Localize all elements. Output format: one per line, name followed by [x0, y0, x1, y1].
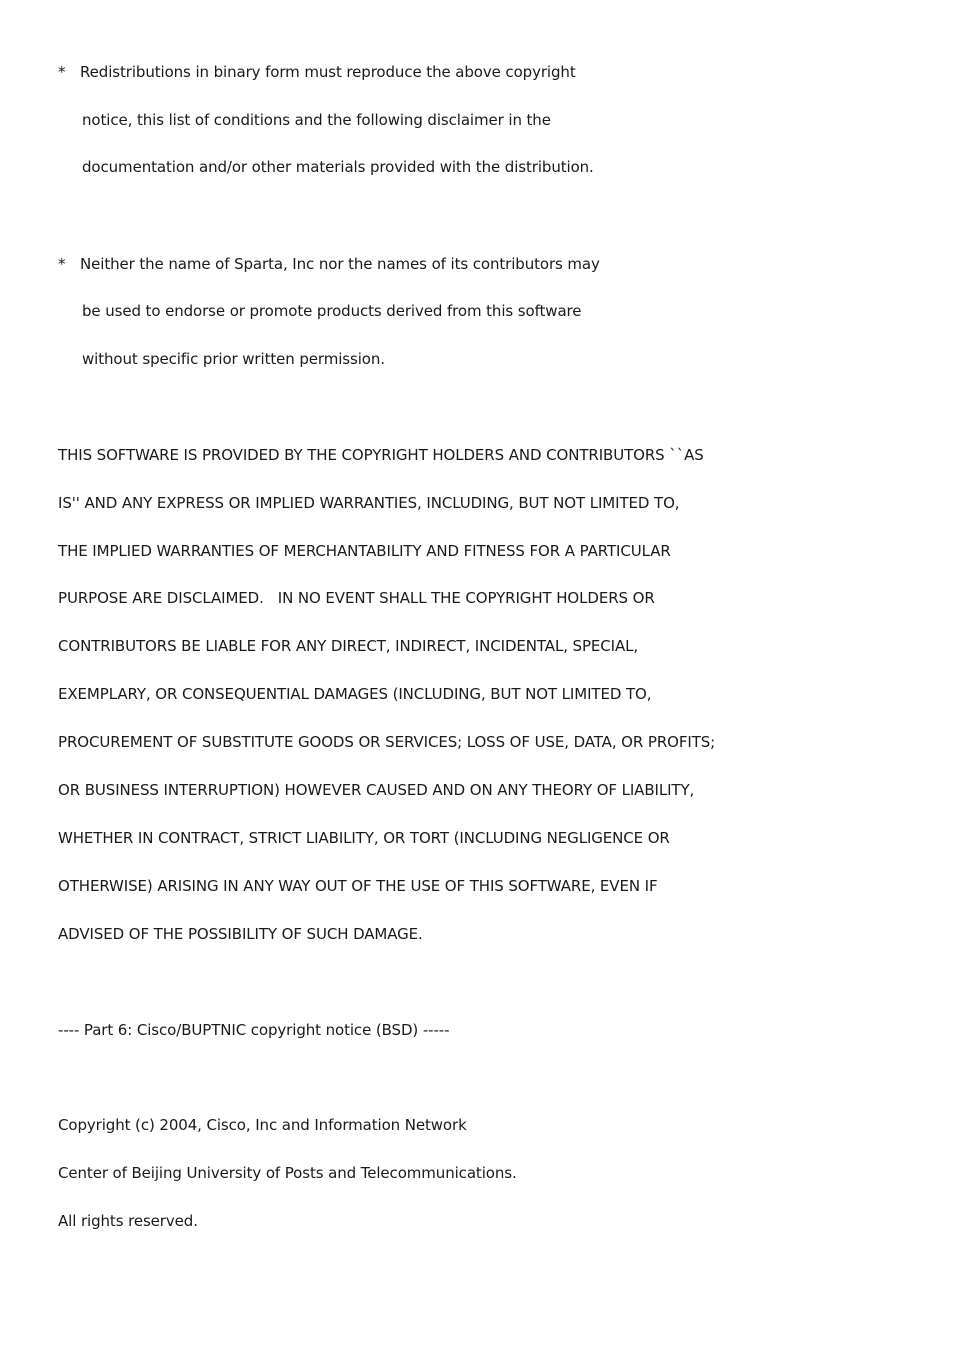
- disclaimer-line: THE IMPLIED WARRANTIES OF MERCHANTABILITY AND FITNESS FOR A PARTICULAR: [58, 542, 671, 560]
- copyright-line: All rights reserved.: [58, 1212, 198, 1230]
- bullet-2-line-1: Neither the name of Sparta, Inc nor the names of its contributors may: [80, 255, 600, 273]
- bullet-2-line-2: be used to endorse or promote products derived from this software: [82, 302, 582, 320]
- disclaimer-line: ADVISED OF THE POSSIBILITY OF SUCH DAMAGE.: [58, 925, 423, 943]
- disclaimer-line: IS'' AND ANY EXPRESS OR IMPLIED WARRANTIES, INCLUDING, BUT NOT LIMITED TO,: [58, 494, 680, 512]
- disclaimer-line: EXEMPLARY, OR CONSEQUENTIAL DAMAGES (INCLUDING, BUT NOT LIMITED TO,: [58, 685, 652, 703]
- copyright-line: Copyright (c) 2004, Cisco, Inc and Information Network: [58, 1116, 467, 1134]
- bullet-marker: *: [58, 255, 66, 273]
- part-heading: ---- Part 6: Cisco/BUPTNIC copyright notice (BSD) -----: [58, 1021, 450, 1039]
- bullet-2-line-3: without specific prior written permission.: [82, 350, 385, 368]
- bullet-1-line-2: notice, this list of conditions and the following disclaimer in the: [82, 111, 551, 129]
- disclaimer-line: PROCUREMENT OF SUBSTITUTE GOODS OR SERVICES; LOSS OF USE, DATA, OR PROFITS;: [58, 733, 716, 751]
- bullet-1-line-1: Redistributions in binary form must reproduce the above copyright: [80, 63, 576, 81]
- disclaimer-line: OTHERWISE) ARISING IN ANY WAY OUT OF THE USE OF THIS SOFTWARE, EVEN IF: [58, 877, 658, 895]
- copyright-line: Center of Beijing University of Posts and Telecommunications.: [58, 1164, 517, 1182]
- disclaimer-line: WHETHER IN CONTRACT, STRICT LIABILITY, OR TORT (INCLUDING NEGLIGENCE OR: [58, 829, 670, 847]
- bullet-1-line-3: documentation and/or other materials provided with the distribution.: [82, 158, 594, 176]
- bullet-marker: *: [58, 63, 66, 81]
- disclaimer-line: CONTRIBUTORS BE LIABLE FOR ANY DIRECT, INDIRECT, INCIDENTAL, SPECIAL,: [58, 637, 639, 655]
- disclaimer-line: PURPOSE ARE DISCLAIMED. IN NO EVENT SHALL THE COPYRIGHT HOLDERS OR: [58, 589, 655, 607]
- disclaimer-line: THIS SOFTWARE IS PROVIDED BY THE COPYRIGHT HOLDERS AND CONTRIBUTORS ``AS: [58, 446, 704, 464]
- disclaimer-line: OR BUSINESS INTERRUPTION) HOWEVER CAUSED AND ON ANY THEORY OF LIABILITY,: [58, 781, 695, 799]
